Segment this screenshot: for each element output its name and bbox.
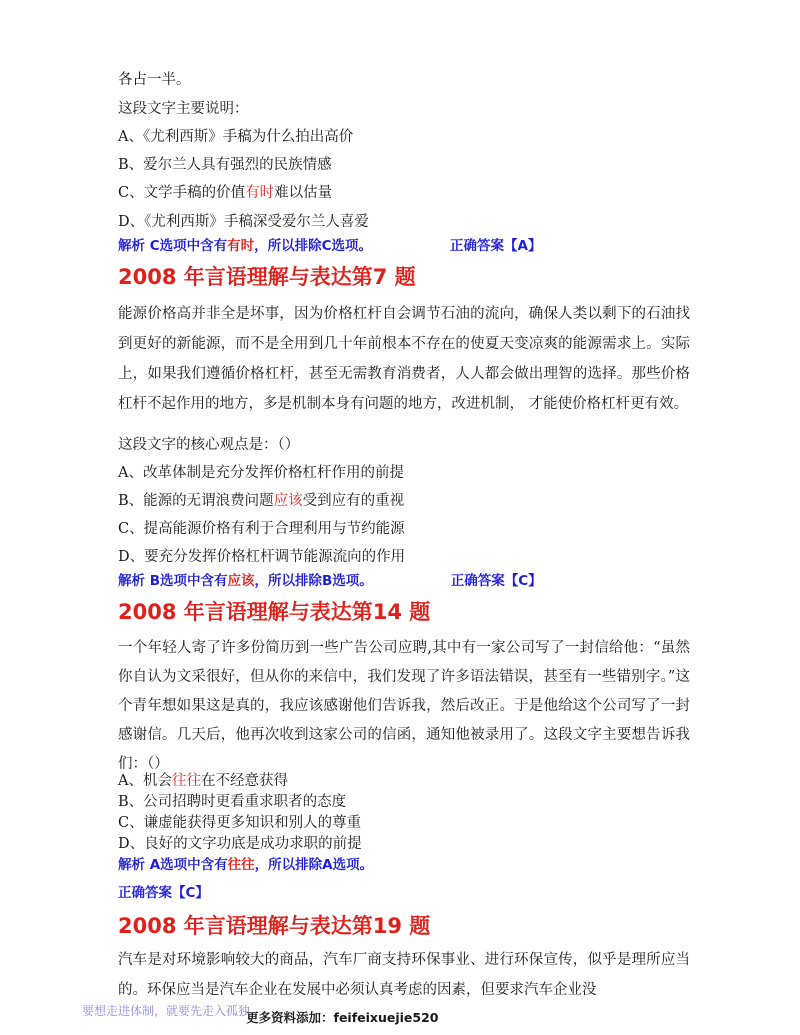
option-b-post: 受到应有的重视	[302, 493, 405, 509]
section-heading: 2008 年言语理解与表达第14 题	[118, 600, 431, 624]
passage-paragraph: 一个年轻人寄了许多份简历到一些广告公司应聘,其中有一家公司写了一封信给他：“虽然你自认为文采很好，但从你的来信中，我们发现了许多语法错误，甚至有一些错别字。”这个青年想如果这是真的，我应该感谢他们告诉我，然后改正。于是他给这个公司写了一封感谢信。几天后，他再次收到这家公司的信函，通知他被录用了。这段文字主要想告诉我们：（）	[118, 640, 690, 772]
question-text: 这段文字的核心观点是：（）	[118, 437, 300, 453]
correct-answer: 正确答案【C】	[450, 573, 542, 589]
keyword-highlight: 有时	[245, 185, 275, 201]
analysis-line	[118, 571, 542, 591]
option-a: A、《尤利西斯》手稿为什么拍出高价	[118, 129, 354, 145]
correct-answer: 正确答案【A】	[450, 238, 542, 254]
keyword-highlight: 应该	[273, 493, 303, 509]
analysis-post: ，所以排除B选项。	[254, 573, 373, 589]
option-d: D、《尤利西斯》手稿深受爱尔兰人喜爱	[118, 214, 369, 230]
analysis-line	[118, 236, 541, 256]
option-a-post: 在不经意获得	[200, 773, 288, 789]
watermark-text: 要想走进体制，就要先走入孤独	[82, 1004, 251, 1018]
footer-more-info: 更多资料添加：feifeixuejie520	[246, 1010, 439, 1025]
option-a	[118, 771, 288, 791]
section-heading: 2008 年言语理解与表达第7 题	[118, 265, 416, 289]
analysis-pre: 解析 A选项中含有	[118, 857, 228, 873]
option-c-pre: C、文学手稿的价值	[118, 185, 246, 201]
analysis-post: ，所以排除C选项。	[254, 238, 373, 254]
analysis-keyword: 有时	[227, 238, 255, 254]
option-c	[118, 183, 332, 203]
correct-answer: 正确答案【C】	[118, 885, 209, 901]
option-c: C、提高能源价格有利于合理利用与节约能源	[118, 521, 405, 537]
option-d: D、良好的文字功底是成功求职的前提	[118, 836, 362, 852]
option-b	[118, 491, 404, 511]
option-b-pre: B、能源的无谓浪费问题	[118, 493, 274, 509]
analysis-line	[118, 855, 373, 875]
analysis-pre: 解析 B选项中含有	[118, 573, 228, 589]
analysis-pre: 解析 C选项中含有	[118, 238, 228, 254]
analysis-keyword: 应该	[227, 573, 255, 589]
section-heading: 2008 年言语理解与表达第19 题	[118, 914, 431, 938]
option-c: C、谦虚能获得更多知识和别人的尊重	[118, 815, 362, 831]
passage-paragraph: 能源价格高并非全是坏事，因为价格杠杆自会调节石油的流向，确保人类以剩下的石油找到更好的新能源，而不是全用到几十年前根本不存在的使夏天变凉爽的能源需求上。实际上，如果我们遵循价格杠杆，甚至无需教育消费者，人人都会做出理智的选择。那些价格杠杆不起作用的地方，多是机制本身有问题的地方，改进机制， 才能使价格杠杆更有效。	[118, 306, 690, 412]
analysis-post: ，所以排除A选项。	[254, 857, 374, 873]
option-c-post: 难以估量	[274, 185, 333, 201]
option-b: B、爱尔兰人具有强烈的民族情感	[118, 157, 332, 173]
question-text: 这段文字主要说明：	[118, 101, 249, 117]
option-a-pre: A、机会	[118, 773, 172, 789]
option-a: A、改革体制是充分发挥价格杠杆作用的前提	[118, 465, 404, 481]
option-b: B、公司招聘时更看重求职者的态度	[118, 794, 347, 810]
paragraph-tail: 各占一半。	[118, 72, 191, 88]
option-d: D、要充分发挥价格杠杆调节能源流向的作用	[118, 549, 406, 565]
passage-paragraph: 汽车是对环境影响较大的商品，汽车厂商支持环保事业、进行环保宣传，似乎是理所应当的。环保应当是汽车企业在发展中必须认真考虑的因素，但要求汽车企业没	[118, 952, 690, 998]
analysis-keyword: 往往	[227, 857, 255, 873]
keyword-highlight: 往往	[171, 773, 201, 789]
